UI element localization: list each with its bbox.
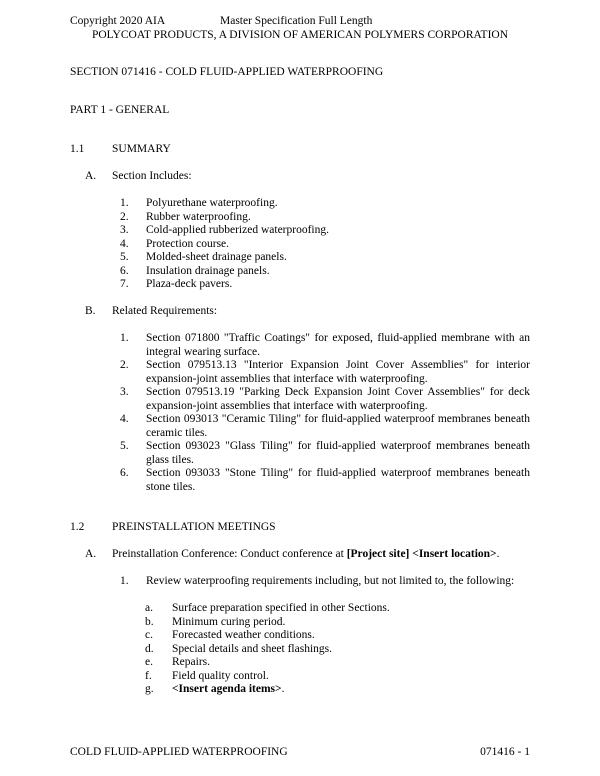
subitem-letter: d. <box>145 642 154 655</box>
item-number: 4. <box>120 237 129 250</box>
subitem-text: Surface preparation specified in other Sections. <box>172 602 390 614</box>
header-company: POLYCOAT PRODUCTS, A DIVISION OF AMERICAN POLYMERS CORPORATION <box>91 28 509 41</box>
subitem-letter: b. <box>145 615 154 628</box>
article-title: PREINSTALLATION MEETINGS <box>112 521 276 533</box>
list-item <box>70 575 530 589</box>
article-number: 1.1 <box>70 143 85 155</box>
subitem-text: Minimum curing period. <box>172 615 286 628</box>
header-copyright: Copyright 2020 AIA <box>70 15 166 27</box>
article-number: 1.2 <box>70 521 85 533</box>
subitem-letter: g. <box>145 683 154 695</box>
list-item <box>70 467 530 494</box>
item-number: 1. <box>120 332 129 344</box>
list-item <box>70 413 530 440</box>
paragraph-text: Preinstallation Conference: Conduct conference at [Project site] <Insert location>. <box>112 548 500 560</box>
paragraph-text: Section Includes: <box>112 170 192 182</box>
list-item <box>70 238 530 252</box>
subitem-letter: c. <box>145 629 153 641</box>
item-text: Review waterproofing requirements including, but not limited to, the following: <box>146 575 515 587</box>
item-text: Cold-applied rubberized waterproofing. <box>146 224 329 236</box>
item-number: 6. <box>120 264 129 277</box>
part-title: PART 1 - GENERAL <box>70 103 170 116</box>
item-text: Section 079513.13 "Interior Expansion Joint Cover Assemblies" for interior expansion-joint assemblies that interface with waterproofing. <box>146 359 530 385</box>
list-item <box>70 265 530 279</box>
item-text: Section 093023 "Glass Tiling" for fluid-applied waterproof membranes beneath glass tiles. <box>146 440 530 466</box>
paragraph-letter: A. <box>85 170 97 182</box>
item-text: Insulation drainage panels. <box>146 264 270 277</box>
paragraph-1-2-A <box>70 548 530 562</box>
list-item <box>70 359 530 386</box>
article-heading-1-1 <box>70 143 530 157</box>
item-number: 1. <box>120 197 129 209</box>
item-text: Protection course. <box>146 237 230 250</box>
paragraph-letter: B. <box>85 305 96 317</box>
item-number: 7. <box>120 278 129 290</box>
item-text: Polyurethane waterproofing. <box>146 197 278 209</box>
section-title: SECTION 071416 - COLD FLUID-APPLIED WATERPROOFING <box>70 66 384 78</box>
sublist-item <box>70 629 530 643</box>
list-1-1-A <box>70 197 530 292</box>
subitem-text: Field quality control. <box>172 669 269 682</box>
subitem-text: Repairs. <box>172 656 211 668</box>
paragraph-letter: A. <box>85 548 97 560</box>
sublist-item <box>70 616 530 630</box>
item-number: 5. <box>120 251 129 263</box>
list-item <box>70 251 530 265</box>
item-number: 1. <box>120 575 129 587</box>
item-number: 6. <box>120 467 129 479</box>
sublist-item <box>70 670 530 684</box>
item-number: 3. <box>120 224 129 236</box>
article-title: SUMMARY <box>112 143 171 155</box>
paragraph-1-1-B <box>70 305 530 319</box>
item-text: Rubber waterproofing. <box>146 210 251 223</box>
item-text: Section 071800 "Traffic Coatings" for exposed, fluid-applied membrane with an integral wearing surface. <box>146 332 530 358</box>
list-1-1-B <box>70 332 530 494</box>
list-item <box>70 211 530 225</box>
subitem-text: Forecasted weather conditions. <box>172 629 315 641</box>
item-text: Section 093033 "Stone Tiling" for fluid-applied waterproof membranes beneath stone tiles. <box>146 467 530 493</box>
list-1-2-A <box>70 575 530 589</box>
item-number: 4. <box>120 413 129 425</box>
sublist-1-2-A-1 <box>70 602 530 697</box>
sublist-item <box>70 643 530 657</box>
item-text: Plaza-deck pavers. <box>146 278 233 290</box>
subitem-letter: e. <box>145 656 153 668</box>
item-text: Section 079513.19 "Parking Deck Expansion Joint Cover Assemblies" for deck expansion-joint assemblies that interface with waterproofing. <box>146 386 530 412</box>
footer-page-number: 071416 - 1 <box>480 745 530 758</box>
sublist-item <box>70 602 530 616</box>
paragraph-text: Related Requirements: <box>112 305 218 317</box>
subitem-text: <Insert agenda items>. <box>172 683 285 695</box>
item-number: 3. <box>120 386 129 398</box>
item-number: 5. <box>120 440 129 452</box>
item-number: 2. <box>120 359 129 371</box>
list-item <box>70 224 530 238</box>
list-item <box>70 440 530 467</box>
page-footer <box>70 746 530 760</box>
article-heading-1-2 <box>70 521 530 535</box>
list-item <box>70 332 530 359</box>
footer-section-name: COLD FLUID-APPLIED WATERPROOFING <box>70 745 288 758</box>
paragraph-1-1-A <box>70 170 530 184</box>
item-number: 2. <box>120 210 129 223</box>
list-item <box>70 197 530 211</box>
item-text: Molded-sheet drainage panels. <box>146 251 287 263</box>
item-text: Section 093013 "Ceramic Tiling" for fluid-applied waterproof membranes beneath ceramic tiles. <box>146 413 530 439</box>
page-header <box>70 15 530 29</box>
sublist-item <box>70 656 530 670</box>
header-spec-type: Master Specification Full Length <box>220 15 373 27</box>
list-item <box>70 386 530 413</box>
subitem-letter: a. <box>145 602 153 614</box>
subitem-letter: f. <box>145 669 152 682</box>
list-item <box>70 278 530 292</box>
sublist-item <box>70 683 530 697</box>
subitem-text: Special details and sheet flashings. <box>172 642 333 655</box>
